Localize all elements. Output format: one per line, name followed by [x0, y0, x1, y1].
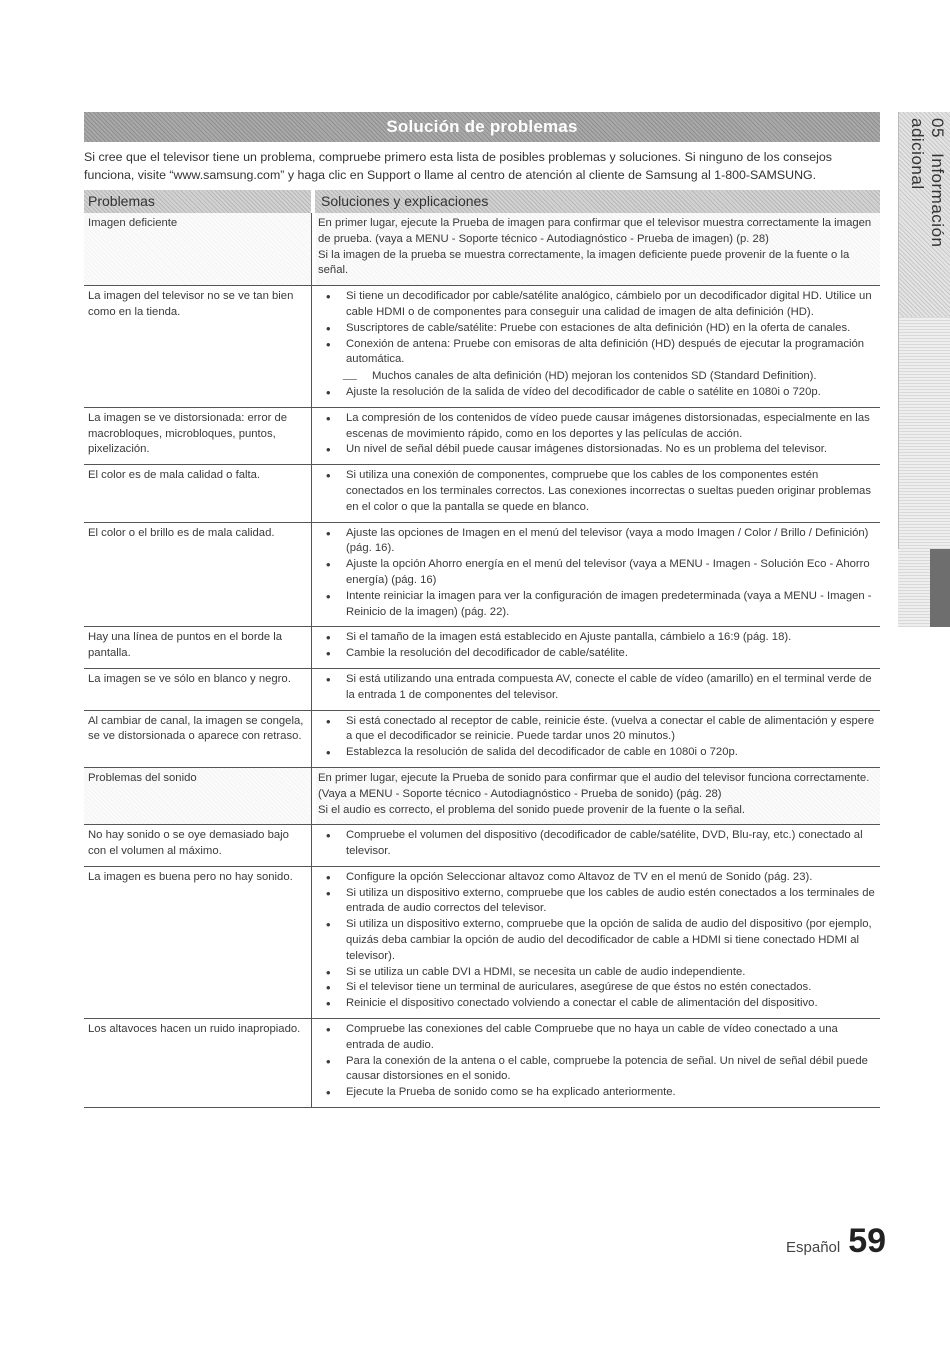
- table-row: [84, 1019, 880, 1108]
- solution-item: • Ajuste la resolución de la salida de vídeo del decodificador de cable o satélite en 1080i o 720p.: [318, 385, 876, 401]
- solution-list: [318, 526, 876, 621]
- solution-item: • Compruebe el volumen del dispositivo (decodificador de cable/satélite, DVD, Blu-ray, etc.) conectado al televisor.: [318, 828, 876, 860]
- solution-item: • Un nivel de señal débil puede causar imágenes distorsionadas. No es un problema del televisor.: [318, 442, 876, 458]
- solution-list: [318, 1022, 876, 1101]
- solution-item: • Reinicie el dispositivo conectado volviendo a conectar el cable de alimentación del dispositivo.: [318, 996, 876, 1012]
- solution-paragraph: Si el audio es correcto, el problema del sonido puede provenir de la fuente o la señal.: [318, 803, 746, 816]
- solution-cell: [316, 523, 880, 627]
- table-row: [84, 867, 880, 1019]
- solution-cell: [316, 465, 880, 521]
- solution-item: • Si utiliza un dispositivo externo, compruebe que la opción de salida de audio del dispositivo (por ejemplo, quizás deba cambiar la opción de audio del decodificador de cable a HDMI si tiene conectado HDMI al televisor).: [318, 917, 876, 964]
- note-item: [318, 368, 876, 385]
- solution-cell: [316, 286, 880, 407]
- chapter-label: Información adicional: [908, 118, 947, 248]
- table-row: [84, 408, 880, 465]
- solution-cell: [316, 768, 880, 824]
- page-number: 59: [848, 1222, 887, 1260]
- solution-cell: [316, 867, 880, 1018]
- solution-item: • Si tiene un decodificador por cable/satélite analógico, cámbielo por un decodificador digital HD. Utilice un cable HDMI o de componentes para conseguir una calidad de imagen de alta definición (HD).: [318, 289, 876, 321]
- chapter-number: 05: [928, 118, 947, 138]
- solution-item: • Si el televisor tiene un terminal de auriculares, asegúrese de que éstos no estén conectados.: [318, 980, 876, 996]
- problem-cell: La imagen del televisor no se ve tan bien como en la tienda.: [88, 290, 294, 318]
- solution-cell: [316, 669, 880, 710]
- problem-cell: El color o el brillo es de mala calidad.: [88, 526, 275, 539]
- solution-list: [318, 828, 876, 860]
- side-decoration: [898, 317, 950, 549]
- solution-item: • Ajuste la opción Ahorro energía en el menú del televisor (vaya a MENU - Imagen - Solución Eco - Ahorro energía) (pág. 16): [318, 557, 876, 589]
- solution-paragraph: Si la imagen de la prueba se muestra correctamente, la imagen deficiente puede provenir de la fuente o la señal.: [318, 248, 850, 277]
- solution-item: • Establezca la resolución de salida del decodificador de cable en 1080i o 720p.: [318, 745, 876, 761]
- table-row: [84, 465, 880, 522]
- table-row: [84, 213, 880, 286]
- solution-item: • Conexión de antena: Pruebe con emisoras de alta definición (HD) después de ejecutar la programación automática.: [318, 337, 876, 369]
- problem-cell: No hay sonido o se oye demasiado bajo con el volumen al máximo.: [88, 829, 289, 858]
- problem-cell: Problemas del sonido: [84, 768, 311, 824]
- troubleshooting-table: [84, 190, 880, 1108]
- header-problems: Problemas: [84, 190, 311, 213]
- solution-cell: [316, 627, 880, 668]
- side-decoration-lower: [898, 549, 930, 627]
- table-row: [84, 669, 880, 711]
- solution-item: • Ajuste las opciones de Imagen en el menú del televisor (vaya a modo Imagen / Color / Brillo / Definición) (pág. 16).: [318, 526, 876, 558]
- footer-language: Español: [786, 1239, 841, 1256]
- solution-item: • Para la conexión de la antena o el cable, compruebe la potencia de señal. Un nivel de señal débil puede causar distorsiones en el sonido.: [318, 1054, 876, 1086]
- problem-cell: La imagen es buena pero no hay sonido.: [88, 870, 293, 883]
- problem-cell: Hay una línea de puntos en el borde la pantalla.: [88, 631, 283, 660]
- solution-item: • Si está conectado al receptor de cable, reinicie éste. (vuelva a conectar el cable de alimentación y espere a que el decodificador se reinicie. Puede tardar unos 20 minutos.): [318, 714, 876, 746]
- solution-list: [318, 672, 876, 704]
- solution-item: • Si se utiliza un cable DVI a HDMI, se necesita un cable de audio independiente.: [318, 965, 876, 981]
- solution-list: [318, 468, 876, 515]
- header-solutions: Soluciones y explicaciones: [315, 190, 880, 213]
- table-row: [84, 825, 880, 867]
- solution-item: • Ejecute la Prueba de sonido como se ha explicado anteriormente.: [318, 1085, 876, 1101]
- side-marker: [930, 549, 950, 627]
- solution-list: [318, 411, 876, 458]
- solution-list: [318, 870, 876, 1012]
- note-text: Muchos canales de alta definición (HD) mejoran los contenidos SD (Standard Definition).: [372, 370, 817, 383]
- problem-cell: Al cambiar de canal, la imagen se congela, se ve distorsionada o aparece con retraso.: [88, 714, 304, 743]
- solution-item: • Si utiliza una conexión de componentes, compruebe que los cables de los componentes estén conectados en los terminales correctos. Las conexiones incorrectas o sueltas pueden originar problemas en el color o que la pantalla se quede en blanco.: [318, 468, 876, 515]
- solution-item: • Si está utilizando una entrada compuesta AV, conecte el cable de vídeo (amarillo) en el terminal verde de la entrada 1 de componentes del televisor.: [318, 672, 876, 704]
- solution-item: • Compruebe las conexiones del cable Compruebe que no haya un cable de vídeo conectado a una entrada de audio.: [318, 1022, 876, 1054]
- solution-paragraph: En primer lugar, ejecute la Prueba de sonido para confirmar que el audio del televisor funciona correctamente. (Vaya a MENU - Soporte técnico - Autodiagnóstico - Prueba de sonido) (pág. 28): [318, 771, 870, 800]
- solution-list: [318, 630, 876, 662]
- page-footer: [786, 1222, 886, 1261]
- section-title: Solución de problemas: [386, 117, 578, 136]
- table-row: [84, 523, 880, 628]
- table-row: [84, 768, 880, 825]
- note-pencil-icon: [343, 368, 364, 380]
- table-row: [84, 627, 880, 669]
- solution-item: • Si el tamaño de la imagen está establecido en Ajuste pantalla, cámbielo a 16:9 (pág. 18).: [318, 630, 876, 646]
- intro-text: Si cree que el televisor tiene un problema, compruebe primero esta lista de posibles problemas y soluciones. Si ninguno de los consejos funciona, visite “www.samsung.com” y haga clic en Support o llame al centro de atención al cliente de Samsung al 1-800-SAMSUNG.: [84, 150, 832, 182]
- solution-item: • Si utiliza un dispositivo externo, compruebe que los cables de audio estén conectados a los terminales de entrada de audio correctos del televisor.: [318, 886, 876, 918]
- solution-item: • Cambie la resolución del decodificador de cable/satélite.: [318, 646, 876, 662]
- problem-cell: El color es de mala calidad o falta.: [88, 469, 261, 482]
- solution-cell: [316, 408, 880, 464]
- solution-cell: [316, 711, 880, 767]
- solution-item: • Configure la opción Seleccionar altavoz como Altavoz de TV en el menú de Sonido (pág. 23).: [318, 870, 876, 886]
- solution-cell: [316, 825, 880, 866]
- solution-list: [318, 714, 876, 761]
- chapter-tab-text: [907, 118, 947, 317]
- section-title-bar: [84, 112, 880, 142]
- solution-item: • Suscriptores de cable/satélite: Pruebe con estaciones de alta definición (HD) en la oferta de canales.: [318, 321, 876, 337]
- problem-cell: Imagen deficiente: [84, 213, 311, 285]
- table-row: [84, 711, 880, 768]
- solution-cell: [316, 213, 880, 285]
- table-header: [84, 190, 880, 213]
- solution-item: • Intente reiniciar la imagen para ver la configuración de imagen predeterminada (vaya a MENU - Imagen - Reinicio de la imagen) (pág. 22).: [318, 589, 876, 621]
- chapter-tab: [898, 112, 950, 317]
- problem-cell: La imagen se ve sólo en blanco y negro.: [88, 672, 291, 685]
- solution-item: • La compresión de los contenidos de vídeo puede causar imágenes distorsionadas, especialmente en las escenas de movimiento rápido, como en los deportes y las películas de acción.: [318, 411, 876, 443]
- table-row: [84, 286, 880, 408]
- problem-cell: La imagen se ve distorsionada: error de macrobloques, microbloques, puntos, pixelización.: [88, 411, 288, 456]
- solution-list: [318, 289, 876, 401]
- solution-paragraph: En primer lugar, ejecute la Prueba de imagen para confirmar que el televisor muestra correctamente la imagen de prueba. (vaya a MENU - Soporte técnico - Autodiagnóstico - Prueba de imagen) (p. 28): [318, 217, 872, 245]
- problem-cell: Los altavoces hacen un ruido inapropiado.: [88, 1023, 301, 1036]
- solution-cell: [316, 1019, 880, 1107]
